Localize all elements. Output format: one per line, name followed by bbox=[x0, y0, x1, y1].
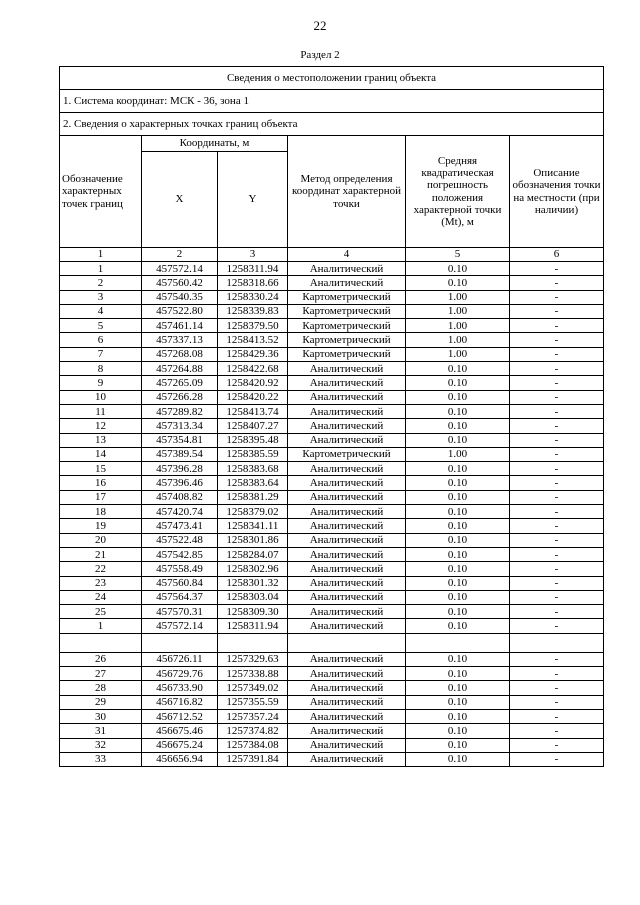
point-number: 17 bbox=[60, 490, 142, 504]
table-row bbox=[60, 519, 604, 533]
coord-y: 1258341.11 bbox=[218, 519, 288, 533]
accuracy: 0.10 bbox=[406, 390, 510, 404]
method: Аналитический bbox=[288, 433, 406, 447]
coord-y: 1258303.04 bbox=[218, 590, 288, 604]
table-row bbox=[60, 633, 604, 652]
coord-x: 457396.46 bbox=[142, 476, 218, 490]
coord-x: 457289.82 bbox=[142, 404, 218, 418]
description: - bbox=[510, 347, 604, 361]
method: Картометрический bbox=[288, 304, 406, 318]
accuracy: 0.10 bbox=[406, 752, 510, 766]
accuracy: 0.10 bbox=[406, 709, 510, 723]
method: Аналитический bbox=[288, 390, 406, 404]
method: Аналитический bbox=[288, 419, 406, 433]
accuracy: 0.10 bbox=[406, 667, 510, 681]
method: Аналитический bbox=[288, 533, 406, 547]
method: Картометрический bbox=[288, 347, 406, 361]
accuracy: 0.10 bbox=[406, 505, 510, 519]
column-number: 5 bbox=[406, 248, 510, 262]
coord-x: 456716.82 bbox=[142, 695, 218, 709]
point-number: 31 bbox=[60, 724, 142, 738]
table-row bbox=[60, 376, 604, 390]
coord-y: 1258383.64 bbox=[218, 476, 288, 490]
table-row bbox=[60, 681, 604, 695]
table-row bbox=[60, 447, 604, 461]
table-row bbox=[60, 304, 604, 318]
coord-x: 456712.52 bbox=[142, 709, 218, 723]
accuracy: 1.00 bbox=[406, 319, 510, 333]
method: Аналитический bbox=[288, 519, 406, 533]
description: - bbox=[510, 447, 604, 461]
header-y: Y bbox=[218, 152, 288, 248]
coord-x: 457264.88 bbox=[142, 362, 218, 376]
method: Аналитический bbox=[288, 695, 406, 709]
column-number: 4 bbox=[288, 248, 406, 262]
accuracy: 0.10 bbox=[406, 376, 510, 390]
accuracy: 0.10 bbox=[406, 419, 510, 433]
coord-y: 1258385.59 bbox=[218, 447, 288, 461]
method: Аналитический bbox=[288, 738, 406, 752]
table-row bbox=[60, 695, 604, 709]
coord-y: 1258302.96 bbox=[218, 562, 288, 576]
column-number: 2 bbox=[142, 248, 218, 262]
point-number: 19 bbox=[60, 519, 142, 533]
table-row bbox=[60, 276, 604, 290]
coord-x: 456726.11 bbox=[142, 652, 218, 666]
point-number: 26 bbox=[60, 652, 142, 666]
table-row bbox=[60, 709, 604, 723]
method: Аналитический bbox=[288, 652, 406, 666]
coord-x: 456675.46 bbox=[142, 724, 218, 738]
point-number: 1 bbox=[60, 262, 142, 276]
coord-x: 457560.84 bbox=[142, 576, 218, 590]
coord-y: 1258383.68 bbox=[218, 462, 288, 476]
description: - bbox=[510, 695, 604, 709]
point-number: 32 bbox=[60, 738, 142, 752]
point-number: 21 bbox=[60, 547, 142, 561]
column-number: 6 bbox=[510, 248, 604, 262]
coord-x: 457354.81 bbox=[142, 433, 218, 447]
coord-y: 1257384.08 bbox=[218, 738, 288, 752]
description: - bbox=[510, 333, 604, 347]
point-number: 15 bbox=[60, 462, 142, 476]
coord-y: 1257329.63 bbox=[218, 652, 288, 666]
points-section-title: 2. Сведения о характерных точках границ объекта bbox=[60, 113, 604, 136]
coord-x: 457313.34 bbox=[142, 419, 218, 433]
point-number: 20 bbox=[60, 533, 142, 547]
coord-x: 456675.24 bbox=[142, 738, 218, 752]
accuracy: 0.10 bbox=[406, 590, 510, 604]
header-accuracy: Средняя квадратическая погрешность положения характерной точки (Mt), м bbox=[406, 136, 510, 248]
accuracy: 0.10 bbox=[406, 576, 510, 590]
coord-y: 1258413.74 bbox=[218, 404, 288, 418]
point-number: 2 bbox=[60, 276, 142, 290]
point-number bbox=[60, 633, 142, 652]
description: - bbox=[510, 376, 604, 390]
table-row bbox=[60, 547, 604, 561]
coord-y: 1258301.86 bbox=[218, 533, 288, 547]
coord-y: 1258318.66 bbox=[218, 276, 288, 290]
description: - bbox=[510, 667, 604, 681]
accuracy: 0.10 bbox=[406, 681, 510, 695]
description: - bbox=[510, 404, 604, 418]
table-row bbox=[60, 390, 604, 404]
point-number: 1 bbox=[60, 619, 142, 633]
header-x: X bbox=[142, 152, 218, 248]
table-row bbox=[60, 476, 604, 490]
table-row bbox=[60, 724, 604, 738]
coord-y: 1258379.02 bbox=[218, 505, 288, 519]
coord-y: 1257391.84 bbox=[218, 752, 288, 766]
table-row bbox=[60, 290, 604, 304]
table-row bbox=[60, 533, 604, 547]
coord-y: 1257349.02 bbox=[218, 681, 288, 695]
point-number: 9 bbox=[60, 376, 142, 390]
table-row bbox=[60, 490, 604, 504]
description: - bbox=[510, 476, 604, 490]
header-designation: Обозначение характерных точек границ bbox=[60, 136, 142, 248]
coord-y: 1258309.30 bbox=[218, 605, 288, 619]
coord-x: 457522.80 bbox=[142, 304, 218, 318]
method: Аналитический bbox=[288, 619, 406, 633]
coord-y: 1257374.82 bbox=[218, 724, 288, 738]
description: - bbox=[510, 738, 604, 752]
description: - bbox=[510, 590, 604, 604]
table-row bbox=[60, 333, 604, 347]
coord-y: 1258311.94 bbox=[218, 619, 288, 633]
description: - bbox=[510, 709, 604, 723]
table-row bbox=[60, 262, 604, 276]
method: Аналитический bbox=[288, 562, 406, 576]
table-row bbox=[60, 419, 604, 433]
point-number: 14 bbox=[60, 447, 142, 461]
method: Аналитический bbox=[288, 476, 406, 490]
description: - bbox=[510, 724, 604, 738]
coord-y: 1258413.52 bbox=[218, 333, 288, 347]
method: Аналитический bbox=[288, 605, 406, 619]
coord-x: 457564.37 bbox=[142, 590, 218, 604]
coord-y: 1258284.07 bbox=[218, 547, 288, 561]
accuracy: 0.10 bbox=[406, 738, 510, 752]
description: - bbox=[510, 419, 604, 433]
column-number: 1 bbox=[60, 248, 142, 262]
accuracy: 1.00 bbox=[406, 347, 510, 361]
description: - bbox=[510, 362, 604, 376]
table-row bbox=[60, 562, 604, 576]
accuracy: 0.10 bbox=[406, 605, 510, 619]
point-number: 25 bbox=[60, 605, 142, 619]
table-row bbox=[60, 433, 604, 447]
description: - bbox=[510, 752, 604, 766]
method: Аналитический bbox=[288, 490, 406, 504]
description: - bbox=[510, 490, 604, 504]
point-number: 3 bbox=[60, 290, 142, 304]
column-number-row bbox=[60, 248, 604, 262]
description: - bbox=[510, 562, 604, 576]
description: - bbox=[510, 681, 604, 695]
point-number: 13 bbox=[60, 433, 142, 447]
coord-y: 1258339.83 bbox=[218, 304, 288, 318]
accuracy: 0.10 bbox=[406, 433, 510, 447]
accuracy: 0.10 bbox=[406, 262, 510, 276]
description: - bbox=[510, 276, 604, 290]
method: Аналитический bbox=[288, 376, 406, 390]
coord-x: 457389.54 bbox=[142, 447, 218, 461]
method bbox=[288, 633, 406, 652]
accuracy: 0.10 bbox=[406, 533, 510, 547]
accuracy: 0.10 bbox=[406, 724, 510, 738]
coord-x: 457473.41 bbox=[142, 519, 218, 533]
table-row bbox=[60, 347, 604, 361]
point-number: 7 bbox=[60, 347, 142, 361]
method: Аналитический bbox=[288, 404, 406, 418]
coord-x: 457560.42 bbox=[142, 276, 218, 290]
method: Картометрический bbox=[288, 447, 406, 461]
coord-x: 456733.90 bbox=[142, 681, 218, 695]
description: - bbox=[510, 319, 604, 333]
table-row bbox=[60, 462, 604, 476]
table-row bbox=[60, 362, 604, 376]
method: Аналитический bbox=[288, 262, 406, 276]
coord-y: 1258301.32 bbox=[218, 576, 288, 590]
table-row bbox=[60, 605, 604, 619]
method: Аналитический bbox=[288, 505, 406, 519]
point-number: 28 bbox=[60, 681, 142, 695]
point-number: 12 bbox=[60, 419, 142, 433]
coord-y: 1257338.88 bbox=[218, 667, 288, 681]
coord-y: 1258379.50 bbox=[218, 319, 288, 333]
method: Картометрический bbox=[288, 319, 406, 333]
coord-y: 1258407.27 bbox=[218, 419, 288, 433]
table-row bbox=[60, 752, 604, 766]
method: Аналитический bbox=[288, 276, 406, 290]
description: - bbox=[510, 576, 604, 590]
coord-x bbox=[142, 633, 218, 652]
accuracy bbox=[406, 633, 510, 652]
description: - bbox=[510, 605, 604, 619]
accuracy: 0.10 bbox=[406, 547, 510, 561]
point-number: 11 bbox=[60, 404, 142, 418]
point-number: 16 bbox=[60, 476, 142, 490]
coord-x: 457572.14 bbox=[142, 619, 218, 633]
description: - bbox=[510, 290, 604, 304]
method: Аналитический bbox=[288, 667, 406, 681]
accuracy: 1.00 bbox=[406, 304, 510, 318]
page-number: 22 bbox=[313, 18, 327, 33]
coordinate-system-row: 1. Система координат: МСК - 36, зона 1 bbox=[60, 90, 604, 113]
method: Аналитический bbox=[288, 362, 406, 376]
accuracy: 0.10 bbox=[406, 404, 510, 418]
coord-y: 1258422.68 bbox=[218, 362, 288, 376]
method: Картометрический bbox=[288, 290, 406, 304]
coord-x: 457266.28 bbox=[142, 390, 218, 404]
coord-x: 457268.08 bbox=[142, 347, 218, 361]
accuracy: 1.00 bbox=[406, 447, 510, 461]
accuracy: 0.10 bbox=[406, 619, 510, 633]
description: - bbox=[510, 390, 604, 404]
table-row bbox=[60, 667, 604, 681]
point-number: 4 bbox=[60, 304, 142, 318]
coord-y: 1258420.92 bbox=[218, 376, 288, 390]
coord-x: 457408.82 bbox=[142, 490, 218, 504]
point-number: 24 bbox=[60, 590, 142, 604]
coord-x: 456729.76 bbox=[142, 667, 218, 681]
point-number: 30 bbox=[60, 709, 142, 723]
point-number: 6 bbox=[60, 333, 142, 347]
header-description: Описание обозначения точки на местности (при наличии) bbox=[510, 136, 604, 248]
coord-x: 457337.13 bbox=[142, 333, 218, 347]
description: - bbox=[510, 533, 604, 547]
section-title: Раздел 2 bbox=[300, 49, 340, 61]
accuracy: 0.10 bbox=[406, 276, 510, 290]
table-row bbox=[60, 652, 604, 666]
points-rows bbox=[60, 262, 604, 767]
table-row bbox=[60, 590, 604, 604]
point-number: 27 bbox=[60, 667, 142, 681]
point-number: 10 bbox=[60, 390, 142, 404]
description: - bbox=[510, 619, 604, 633]
accuracy: 0.10 bbox=[406, 562, 510, 576]
table-row bbox=[60, 404, 604, 418]
method: Аналитический bbox=[288, 724, 406, 738]
accuracy: 0.10 bbox=[406, 652, 510, 666]
coord-x: 457396.28 bbox=[142, 462, 218, 476]
accuracy: 1.00 bbox=[406, 290, 510, 304]
table-row bbox=[60, 319, 604, 333]
table-row bbox=[60, 738, 604, 752]
coord-x: 457570.31 bbox=[142, 605, 218, 619]
coord-x: 457540.35 bbox=[142, 290, 218, 304]
coord-x: 457265.09 bbox=[142, 376, 218, 390]
accuracy: 1.00 bbox=[406, 333, 510, 347]
point-number: 23 bbox=[60, 576, 142, 590]
point-number: 5 bbox=[60, 319, 142, 333]
description: - bbox=[510, 652, 604, 666]
accuracy: 0.10 bbox=[406, 519, 510, 533]
description: - bbox=[510, 505, 604, 519]
point-number: 22 bbox=[60, 562, 142, 576]
point-number: 8 bbox=[60, 362, 142, 376]
description: - bbox=[510, 433, 604, 447]
coord-y: 1258330.24 bbox=[218, 290, 288, 304]
method: Картометрический bbox=[288, 333, 406, 347]
accuracy: 0.10 bbox=[406, 695, 510, 709]
coord-y: 1258395.48 bbox=[218, 433, 288, 447]
coord-y: 1258420.22 bbox=[218, 390, 288, 404]
description: - bbox=[510, 519, 604, 533]
method: Аналитический bbox=[288, 709, 406, 723]
coord-x: 457572.14 bbox=[142, 262, 218, 276]
coord-y bbox=[218, 633, 288, 652]
point-number: 33 bbox=[60, 752, 142, 766]
accuracy: 0.10 bbox=[406, 490, 510, 504]
table-row bbox=[60, 619, 604, 633]
coord-y: 1257355.59 bbox=[218, 695, 288, 709]
description: - bbox=[510, 262, 604, 276]
coord-x: 457558.49 bbox=[142, 562, 218, 576]
method: Аналитический bbox=[288, 681, 406, 695]
coord-x: 456656.94 bbox=[142, 752, 218, 766]
method: Аналитический bbox=[288, 547, 406, 561]
description: - bbox=[510, 547, 604, 561]
header-coordinates: Координаты, м bbox=[142, 136, 288, 152]
description: - bbox=[510, 462, 604, 476]
table-row bbox=[60, 505, 604, 519]
accuracy: 0.10 bbox=[406, 362, 510, 376]
coord-y: 1257357.24 bbox=[218, 709, 288, 723]
coord-x: 457461.14 bbox=[142, 319, 218, 333]
accuracy: 0.10 bbox=[406, 462, 510, 476]
table-row bbox=[60, 576, 604, 590]
table-title: Сведения о местоположении границ объекта bbox=[60, 67, 604, 90]
point-number: 29 bbox=[60, 695, 142, 709]
coord-y: 1258311.94 bbox=[218, 262, 288, 276]
coord-x: 457542.85 bbox=[142, 547, 218, 561]
column-number: 3 bbox=[218, 248, 288, 262]
method: Аналитический bbox=[288, 462, 406, 476]
method: Аналитический bbox=[288, 590, 406, 604]
description bbox=[510, 633, 604, 652]
coord-x: 457522.48 bbox=[142, 533, 218, 547]
coord-y: 1258429.36 bbox=[218, 347, 288, 361]
description: - bbox=[510, 304, 604, 318]
point-number: 18 bbox=[60, 505, 142, 519]
boundary-points-table bbox=[59, 66, 604, 767]
accuracy: 0.10 bbox=[406, 476, 510, 490]
header-method: Метод определения координат характерной точки bbox=[288, 136, 406, 248]
method: Аналитический bbox=[288, 576, 406, 590]
coord-x: 457420.74 bbox=[142, 505, 218, 519]
coord-y: 1258381.29 bbox=[218, 490, 288, 504]
method: Аналитический bbox=[288, 752, 406, 766]
